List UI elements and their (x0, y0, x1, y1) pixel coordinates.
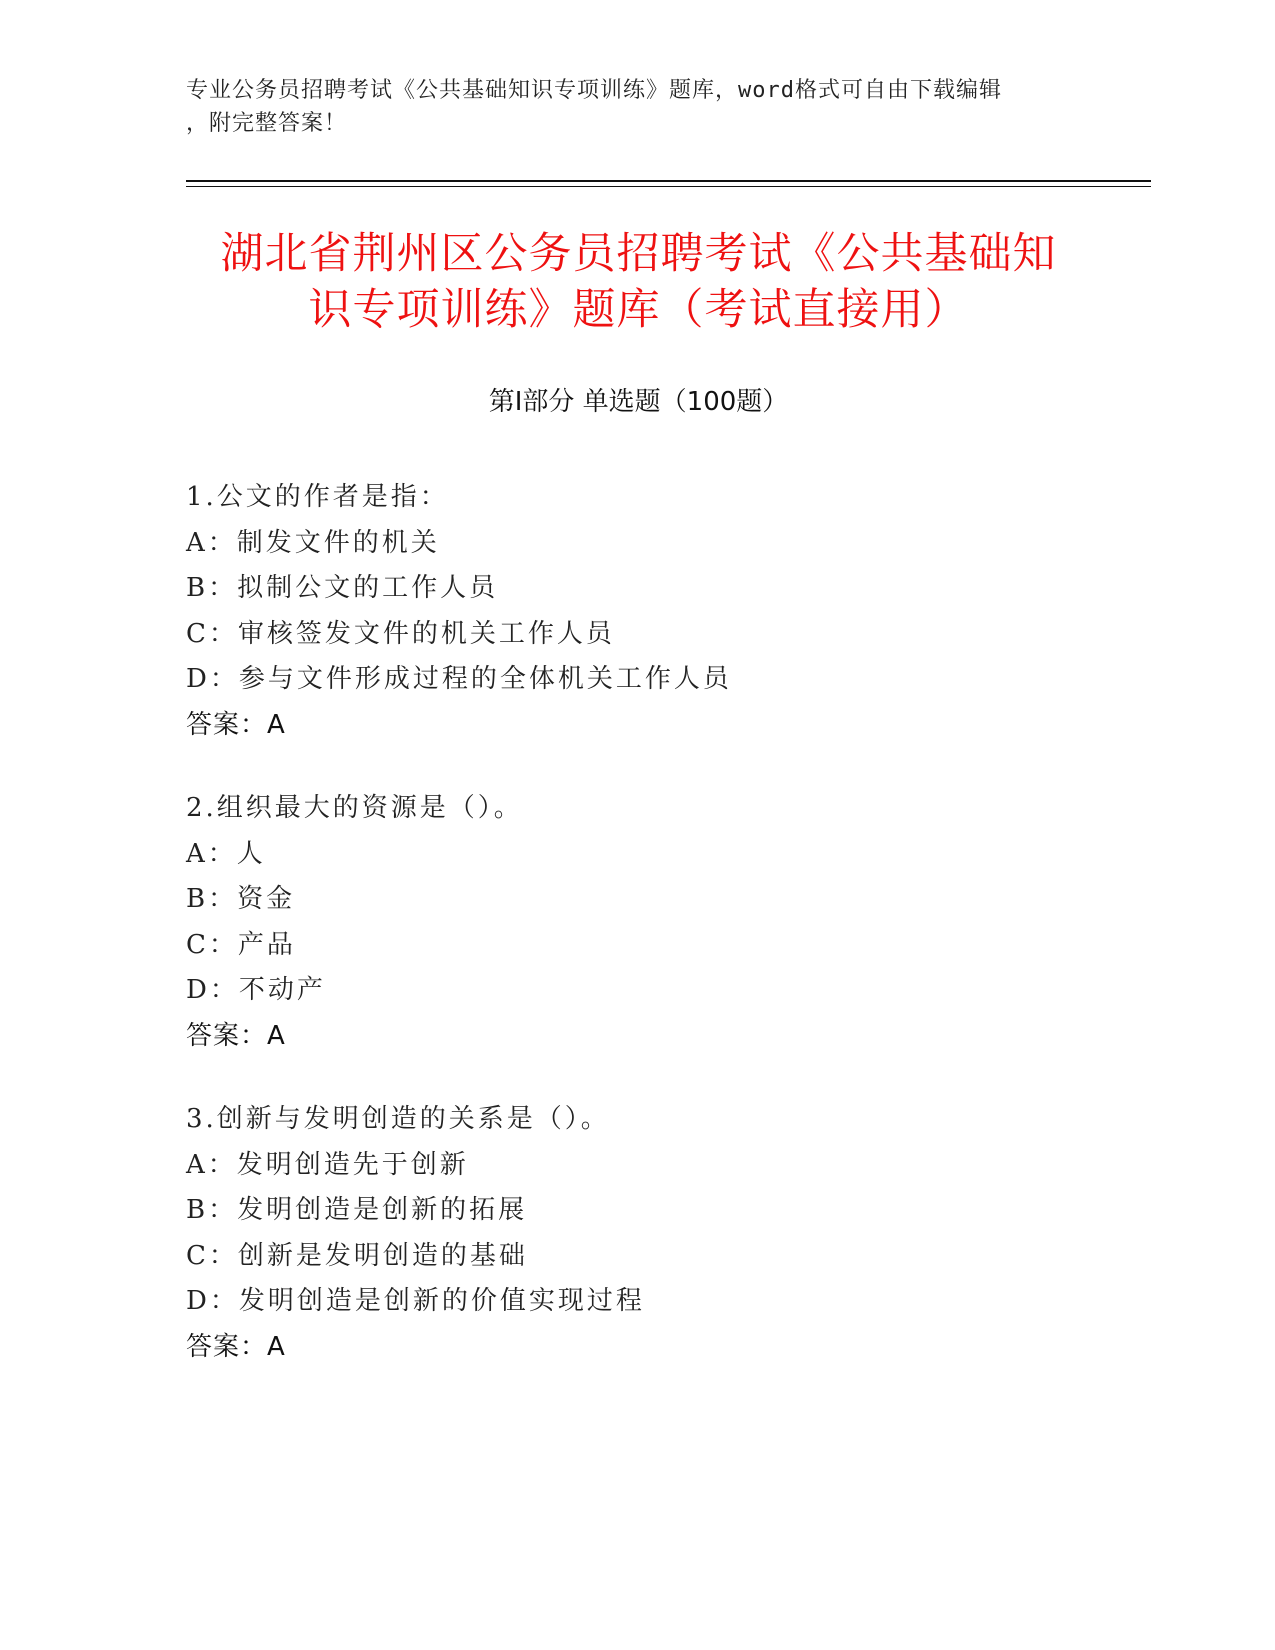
document-title (186, 226, 1091, 338)
option-a: A：人 (186, 838, 266, 869)
option-b: B：拟制公文的工作人员 (186, 573, 499, 603)
header-divider-thick (186, 180, 1151, 182)
header-note-line-2: ，附完整答案！ (186, 111, 348, 136)
option-c: C：创新是发明创造的基础 (186, 1240, 528, 1271)
option-d: D：发明创造是创新的价值实现过程 (186, 1286, 645, 1316)
question-1 (186, 475, 1091, 748)
option-a: A：制发文件的机关 (186, 527, 440, 558)
option-d: D：参与文件形成过程的全体机关工作人员 (186, 664, 732, 694)
question-2 (186, 786, 1091, 1059)
option-a: A：发明创造先于创新 (186, 1149, 469, 1180)
document-title-line-2: 识专项训练》题库（考试直接用） (308, 285, 969, 335)
option-d: D：不动产 (186, 975, 326, 1005)
section-title: 第Ⅰ部分 单选题（100题） (488, 387, 789, 417)
question-stem: 2.组织最大的资源是（）。 (186, 793, 523, 823)
question-stem: 3.创新与发明创造的关系是（）。 (186, 1104, 610, 1134)
document-title-line-1: 湖北省荆州区公务员招聘考试《公共基础知 (220, 229, 1057, 279)
option-b: B：资金 (186, 884, 296, 914)
header-note (186, 74, 1066, 140)
option-b: B：发明创造是创新的拓展 (186, 1195, 528, 1225)
header-note-line-1: 专业公务员招聘考试《公共基础知识专项训练》题库，word格式可自由下载编辑 (186, 78, 1002, 103)
question-stem: 1.公文的作者是指： (186, 482, 449, 512)
question-list (186, 475, 1091, 1408)
answer-line: 答案：A (186, 709, 286, 740)
header-divider-thin (186, 186, 1151, 187)
option-c: C：审核签发文件的机关工作人员 (186, 618, 615, 649)
question-3 (186, 1097, 1091, 1370)
answer-line: 答案：A (186, 1331, 286, 1362)
answer-line: 答案：A (186, 1020, 286, 1051)
option-c: C：产品 (186, 929, 296, 960)
